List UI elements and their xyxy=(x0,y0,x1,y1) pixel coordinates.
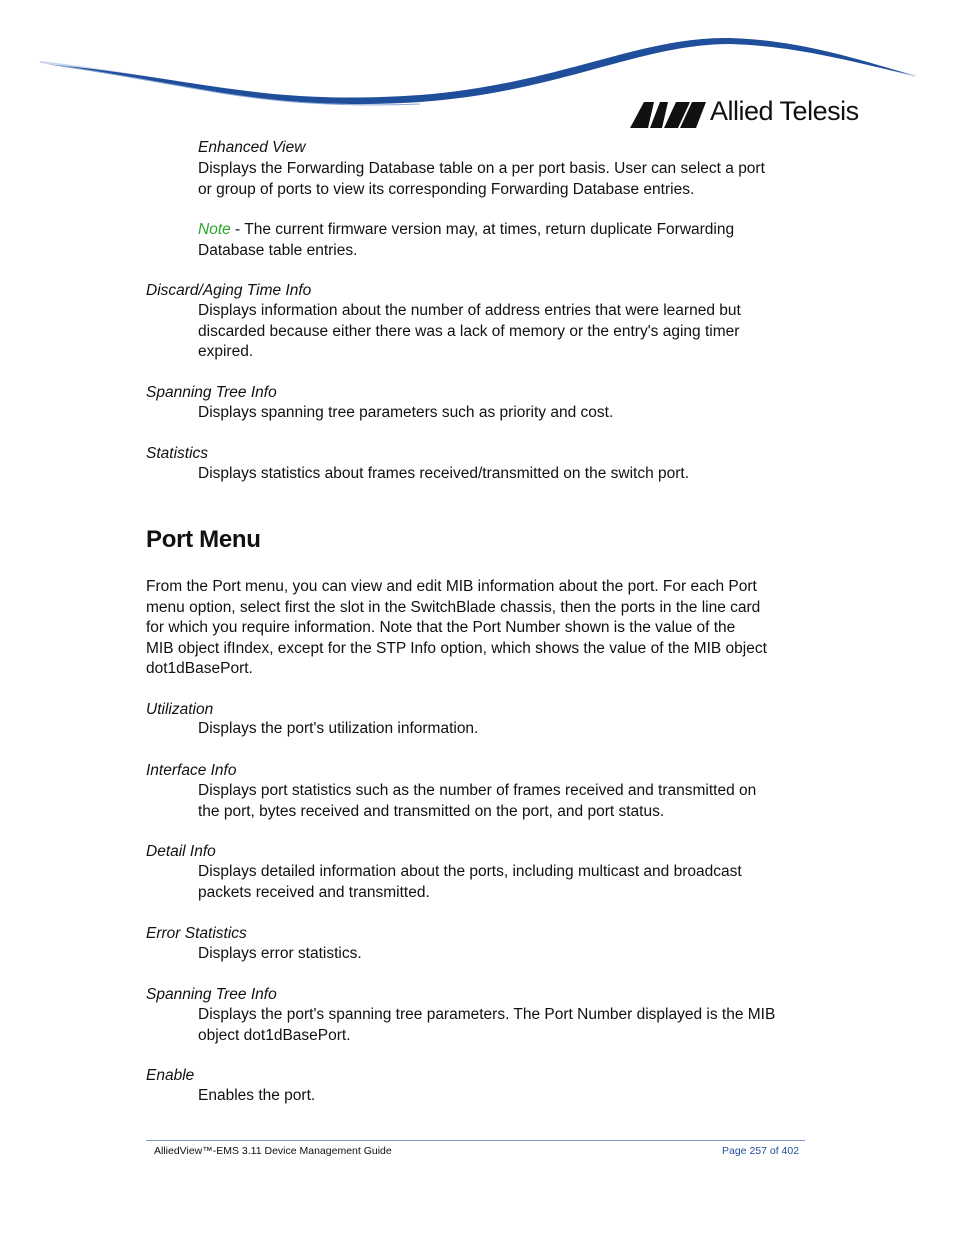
term-enable: Enable xyxy=(146,1067,195,1084)
desc-error-statistics xyxy=(198,944,808,965)
term-enhanced-view: Enhanced View xyxy=(198,139,306,156)
desc-port-spanning-tree-info xyxy=(198,1005,808,1046)
desc-discard-aging-time-info xyxy=(198,301,808,363)
intro-line: MIB object ifIndex, except for the STP Info option, which shows the value of the MIB object xyxy=(146,639,767,657)
desc-line: Enables the port. xyxy=(198,1087,316,1104)
intro-line: dot1dBasePort. xyxy=(146,660,253,677)
footer-divider xyxy=(146,1140,805,1141)
desc-spanning-tree-info xyxy=(198,403,808,424)
term-detail-info: Detail Info xyxy=(146,843,216,860)
intro-line: From the Port menu, you can view and edit MIB information about the port. For each Port xyxy=(146,578,757,595)
term-error-statistics: Error Statistics xyxy=(146,925,247,942)
desc-line: Displays the port's spanning tree parameters. The Port Number displayed is the MIB xyxy=(198,1006,776,1023)
desc-interface-info xyxy=(198,781,808,822)
desc-line: Displays port statistics such as the number of frames received and transmitted on xyxy=(198,782,757,799)
desc-line: object dot1dBasePort. xyxy=(198,1026,351,1044)
desc-line: Displays detailed information about the ports, including multicast and broadcast xyxy=(198,863,742,880)
footer-page-number: Page 257 of 402 xyxy=(722,1145,800,1157)
desc-enable xyxy=(198,1086,808,1107)
desc-enhanced-view xyxy=(198,159,808,200)
desc-line: the port, bytes received and transmitted on the port, and port status. xyxy=(198,802,665,820)
desc-line: Displays error statistics. xyxy=(198,945,362,962)
term-interface-info: Interface Info xyxy=(146,762,237,779)
allied-telesis-logo xyxy=(630,96,870,134)
desc-line: packets received and transmitted. xyxy=(198,883,430,901)
desc-detail-info xyxy=(198,862,808,903)
intro-line: menu option, select first the slot in the SwitchBlade chassis, then the ports in the line card xyxy=(146,598,761,616)
term-utilization: Utilization xyxy=(146,701,214,718)
term-discard-aging-time-info: Discard/Aging Time Info xyxy=(146,282,312,299)
footer-document-title: AlliedView™-EMS 3.11 Device Management Guide xyxy=(154,1145,392,1157)
desc-utilization xyxy=(198,719,808,740)
logo-mark-icon xyxy=(630,102,706,128)
desc-line: expired. xyxy=(198,343,254,360)
section-intro-paragraph xyxy=(146,577,816,680)
logo-wordmark: Allied Telesis xyxy=(710,96,859,126)
desc-statistics xyxy=(198,464,808,485)
desc-line: Displays spanning tree parameters such as priority and cost. xyxy=(198,404,614,421)
desc-line: Displays statistics about frames received/transmitted on the switch port. xyxy=(198,465,690,482)
desc-line: Displays the Forwarding Database table on a per port basis. User can select a port xyxy=(198,160,765,177)
section-title-port-menu: Port Menu xyxy=(146,526,261,553)
term-spanning-tree-info: Spanning Tree Info xyxy=(146,384,277,401)
desc-line: or group of ports to view its corresponding Forwarding Database entries. xyxy=(198,180,695,198)
term-port-spanning-tree-info: Spanning Tree Info xyxy=(146,986,277,1003)
desc-line: Displays the port's utilization information. xyxy=(198,720,479,737)
note-text: - The current firmware version may, at times, return duplicate Forwarding xyxy=(230,221,735,238)
intro-line: for which you require information. Note that the Port Number shown is the value of the xyxy=(146,619,736,636)
note-line-2: Database table entries. xyxy=(198,241,358,259)
desc-line: discarded because either there was a lack of memory or the entry's aging timer xyxy=(198,322,740,340)
note-label: Note xyxy=(198,221,231,238)
term-statistics: Statistics xyxy=(146,445,209,462)
note-line-1 xyxy=(198,220,808,241)
desc-line: Displays information about the number of address entries that were learned but xyxy=(198,302,741,319)
note-block xyxy=(198,220,808,261)
